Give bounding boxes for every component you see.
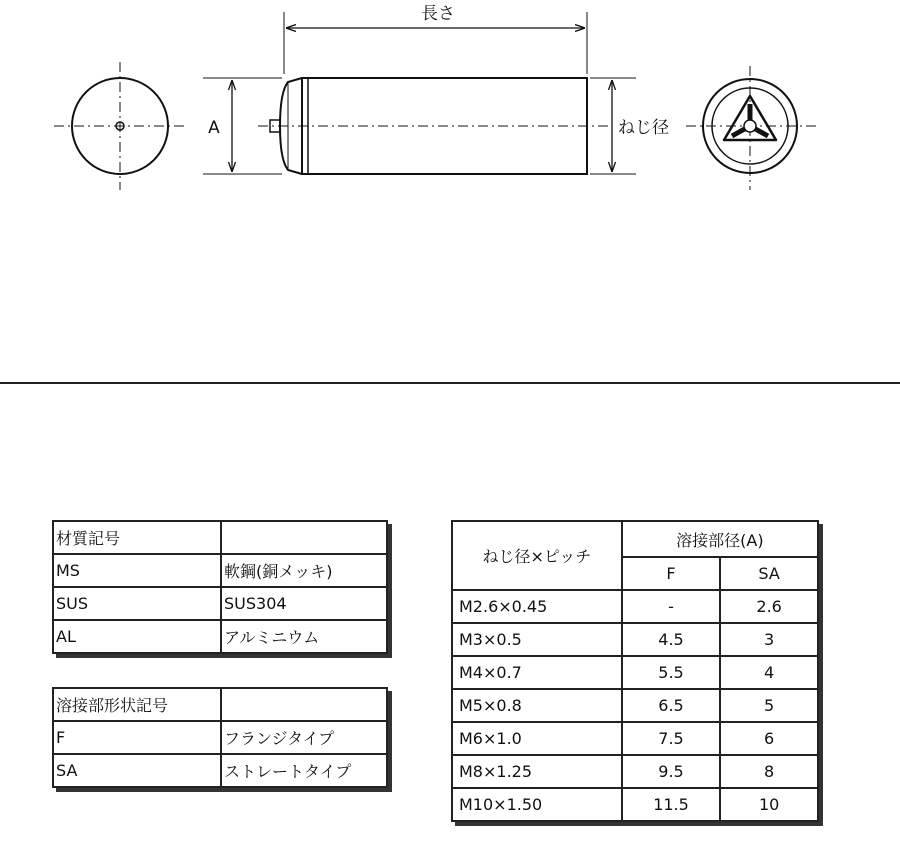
weld-shape-table — [52, 687, 388, 788]
sa-cell: 5 — [720, 689, 818, 722]
material-desc: SUS304 — [221, 587, 387, 620]
table-row — [452, 689, 818, 722]
thread-cell: M4×0.7 — [452, 656, 622, 689]
right-end-view — [686, 66, 820, 190]
f-cell: 7.5 — [622, 722, 720, 755]
table-row — [53, 620, 387, 653]
thread-label: ねじ径 — [618, 118, 669, 138]
sa-cell: 10 — [720, 788, 818, 821]
stud-drawing — [0, 0, 900, 380]
f-cell: 5.5 — [622, 656, 720, 689]
shape-code: SA — [53, 754, 221, 787]
sa-cell: 2.6 — [720, 590, 818, 623]
length-dimension — [284, 2, 587, 74]
thread-cell: M10×1.50 — [452, 788, 622, 821]
table-row — [53, 721, 387, 754]
length-label: 長さ — [421, 4, 455, 24]
sa-column-header: SA — [720, 557, 818, 590]
f-cell: 11.5 — [622, 788, 720, 821]
f-cell: - — [622, 590, 720, 623]
shape-header: 溶接部形状記号 — [53, 688, 221, 721]
thread-cell: M8×1.25 — [452, 755, 622, 788]
thread-cell: M2.6×0.45 — [452, 590, 622, 623]
table-row — [53, 587, 387, 620]
table-row — [452, 788, 818, 821]
shape-code: F — [53, 721, 221, 754]
f-cell: 9.5 — [622, 755, 720, 788]
a-label: A — [208, 118, 220, 138]
sa-cell: 3 — [720, 623, 818, 656]
material-desc: 軟鋼(銅メッキ) — [221, 554, 387, 587]
f-column-header: F — [622, 557, 720, 590]
thread-cell: M6×1.0 — [452, 722, 622, 755]
section-divider — [0, 382, 900, 384]
table-header-row — [452, 521, 818, 557]
table-row — [452, 590, 818, 623]
material-code: MS — [53, 554, 221, 587]
shape-desc: ストレートタイプ — [221, 754, 387, 787]
table-row — [452, 755, 818, 788]
material-code: SUS — [53, 587, 221, 620]
thread-pitch-header: ねじ径×ピッチ — [452, 521, 622, 590]
table-row — [452, 623, 818, 656]
table-row — [452, 656, 818, 689]
size-table — [451, 520, 819, 822]
weld-diameter-header: 溶接部径(A) — [622, 521, 818, 557]
table-row — [53, 688, 387, 721]
material-table — [52, 520, 388, 654]
thread-cell: M5×0.8 — [452, 689, 622, 722]
sa-cell: 6 — [720, 722, 818, 755]
f-cell: 4.5 — [622, 623, 720, 656]
thread-cell: M3×0.5 — [452, 623, 622, 656]
left-end-view — [54, 62, 186, 190]
sa-cell: 4 — [720, 656, 818, 689]
shape-desc: フランジタイプ — [221, 721, 387, 754]
material-code: AL — [53, 620, 221, 653]
material-header: 材質記号 — [53, 521, 221, 554]
sa-cell: 8 — [720, 755, 818, 788]
f-cell: 6.5 — [622, 689, 720, 722]
table-row — [53, 521, 387, 554]
table-row — [53, 554, 387, 587]
material-desc: アルミニウム — [221, 620, 387, 653]
table-row — [452, 722, 818, 755]
side-view — [258, 78, 612, 174]
table-row — [53, 754, 387, 787]
